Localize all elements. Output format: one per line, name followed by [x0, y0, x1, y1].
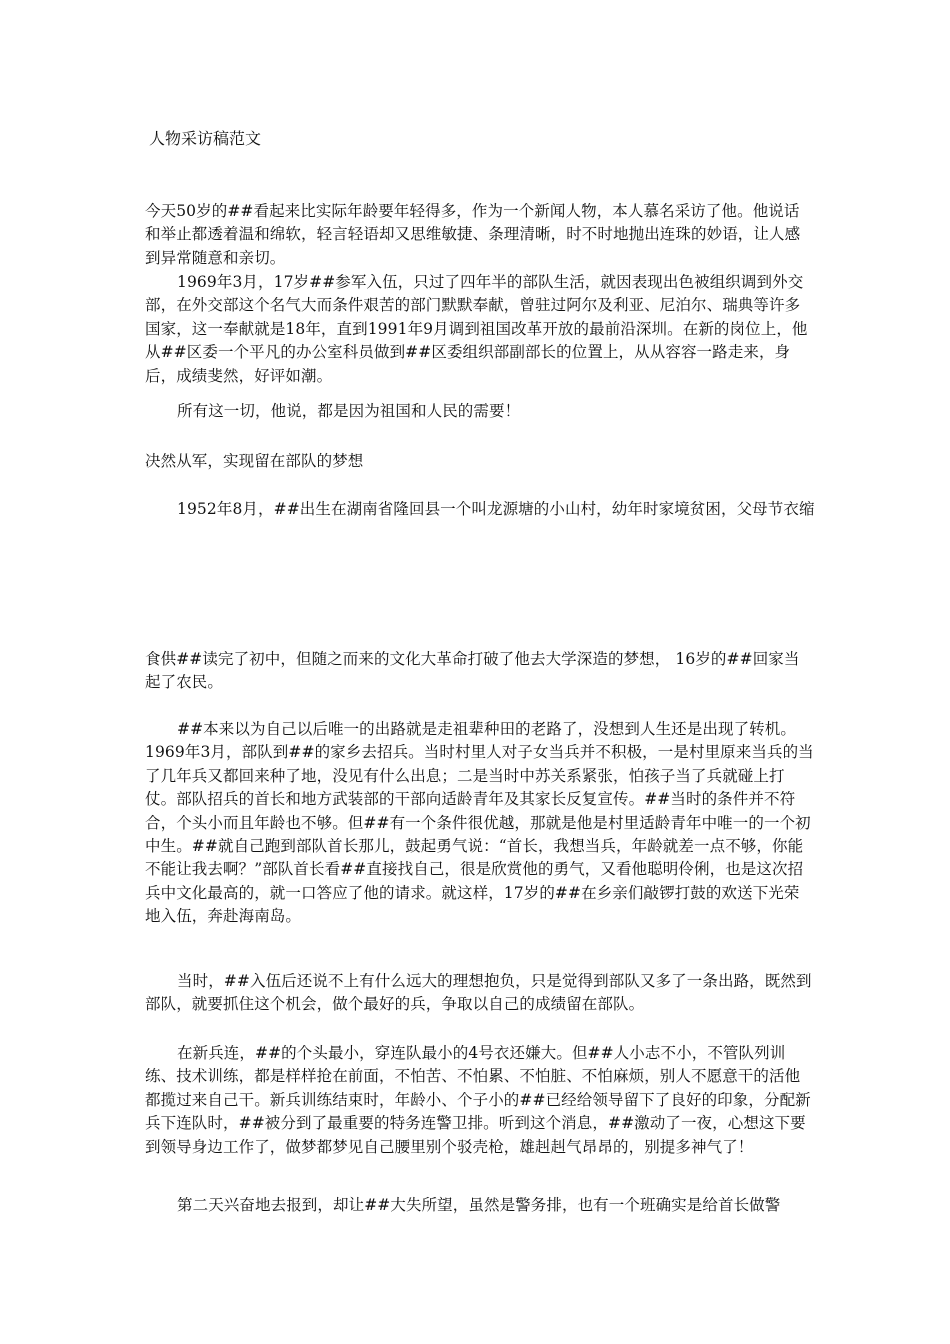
paragraph-ambition: 当时，##入伍后还说不上有什么远大的理想抱负，只是觉得到部队又多了一条出路，既然到部队，就要抓住这个机会，做个最好的兵，争取以自己的成绩留在部队。 — [145, 972, 812, 1014]
paragraph-recruit-training: 在新兵连，##的个头最小，穿连队最小的4号衣还嫌大。但##人小志不小，不管队列训练、技术训练，都是样样抢在前面，不怕苦、不怕累、不怕脏、不怕麻烦，别人不愿意干的活他都揽过来自己干。新兵训练结束时，年龄小、个子小的##已经给领导留下了良好的印象，分配新兵下连队时，##被分到了最重要的特务连警卫排。听到这个消息，##激动了一夜，心想这下要到领导身边工作了，做梦都梦见自己腰里别个驳壳枪，雄赳赳气昂昂的，别提多神气了！ — [145, 1044, 811, 1156]
paragraph-continued: 食供##读完了初中，但随之而来的文化大革命打破了他去大学深造的梦想， 16岁的##回家当起了农民。 — [145, 650, 800, 692]
paragraph-birth: 1952年8月，##出生在湖南省隆回县一个叫龙源塘的小山村，幼年时家境贫困，父母节衣缩 — [177, 500, 815, 518]
paragraph-intro: 今天50岁的##看起来比实际年龄要年轻得多，作为一个新闻人物，本人慕名采访了他。他说话和举止都透着温和绵软，轻言轻语却又思维敏捷、条理清晰，时不时地抛出连珠的妙语，让人感到异常随意和亲切。 — [145, 202, 801, 267]
paragraph-career: 1969年3月，17岁##参军入伍，只过了四年半的部队生活，就因表现出色被组织调到外交部，在外交部这个名气大而条件艰苦的部门默默奉献，曾驻过阿尔及利亚、尼泊尔、瑞典等许多国家，这一奉献就是18年，直到1991年9月调到祖国改革开放的最前沿深圳。在新的岗位上，他从##区委一个平凡的办公室科员做到##区委组织部副部长的位置上，从从容容一路走来，身后，成绩斐然，好评如潮。 — [145, 273, 808, 385]
paragraph-summary: 所有这一切，他说，都是因为祖国和人民的需要！ — [177, 402, 521, 420]
section-heading: 决然从军，实现留在部队的梦想 — [145, 452, 364, 470]
paragraph-report: 第二天兴奋地去报到，却让##大失所望，虽然是警务排，也有一个班确实是给首长做警 — [177, 1196, 781, 1214]
paragraph-enlistment: ##本来以为自己以后唯一的出路就是走祖辈种田的老路了，没想到人生还是出现了转机。1969年3月，部队到##的家乡去招兵。当时村里人对子女当兵并不积极，一是村里原来当兵的当了几年兵又都回来种了地，没见有什么出息；二是当时中苏关系紧张，怕孩子当了兵就碰上打仗。部队招兵的首长和地方武装部的干部向适龄青年及其家长反复宣传。##当时的条件并不符合，个头小而且年龄也不够。但##有一个条件很优越，那就是他是村里适龄青年中唯一的一个初中生。##就自己跑到部队首长那儿，鼓起勇气说：“首长，我想当兵，年龄就差一点不够，你能不能让我去啊？”部队首长看##直接找自己，很是欣赏他的勇气，又看他聪明伶俐，也是这次招兵中文化最高的，就一口答应了他的请求。就这样，17岁的##在乡亲们敲锣打鼓的欢送下光荣地入伍，奔赴海南岛。 — [145, 720, 814, 926]
document-title: 人物采访稿范文 — [149, 129, 262, 148]
